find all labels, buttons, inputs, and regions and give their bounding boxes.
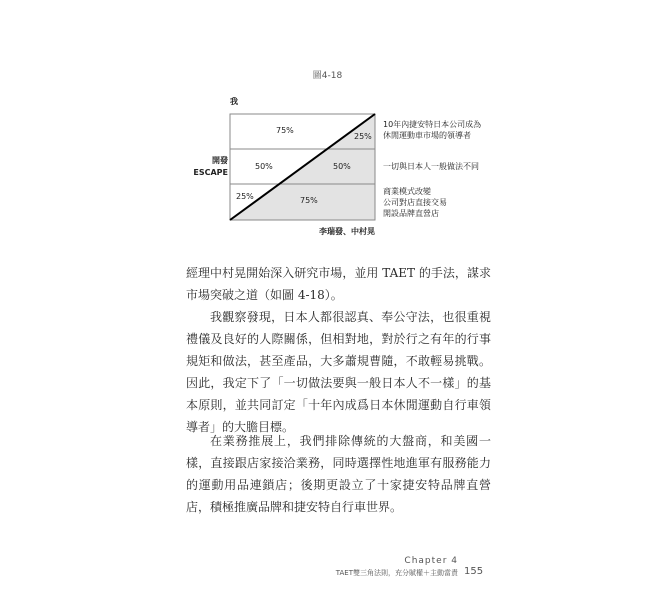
row3-note-line3: 開設品牌直營店 — [383, 209, 439, 218]
row1-note-line2: 休閒運動車市場的領導者 — [383, 131, 471, 140]
row1-note-line1: 10年內捷安特日本公司成為 — [383, 120, 482, 129]
figure-top-label: 我 — [230, 97, 238, 106]
figure-left-label-line1: 開發 — [212, 156, 228, 165]
figure-caption: 圖4-18 — [312, 71, 343, 81]
footer-chapter: Chapter 4 — [404, 556, 458, 566]
figure-left-label-line2: ESCAPE — [193, 168, 228, 177]
row3-left-percent: 25% — [236, 192, 254, 201]
figure-bottom-label: 李瑞發、中村晃 — [319, 227, 375, 236]
row3-note-line1: 商業模式改變 — [383, 187, 431, 196]
row2-left-percent: 50% — [255, 162, 273, 171]
page-number: 155 — [464, 566, 484, 577]
row3-note-line2: 公司對店直接交易 — [383, 198, 447, 207]
paragraph-2: 我觀察發現，日本人都很認真、奉公守法，也很重視禮儀及良好的人際關係，但相對地，對於行之有年的行事規矩和做法，甚至產品，大多蕭規曹隨，不敢輕易挑戰。因此，我定下了「一切做法要與一般日本人不一樣」的基本原則，並共同訂定「十年內成爲日本休閒運動自行車領導者」的大膽目標。 — [186, 310, 491, 434]
row3-right-percent: 75% — [300, 196, 318, 205]
row1-left-percent: 75% — [276, 126, 294, 135]
paragraph-3: 在業務推展上，我們排除傳統的大盤商，和美國一樣，直接跟店家接洽業務，同時選擇性地進軍有服務能力的運動用品連鎖店；後期更設立了十家捷安特品牌直營店，積極推廣品牌和捷安特自行車世界。 — [186, 434, 491, 514]
row1-right-percent: 25% — [354, 132, 372, 141]
row2-right-percent: 50% — [333, 162, 351, 171]
footer-subtitle: TAET雙三角法則，充分賦權＋主動當責 — [335, 569, 458, 577]
row2-note-line1: 一切與日本人一般做法不同 — [383, 162, 479, 171]
paragraph-1: 經理中村晃開始深入研究市場，並用 TAET 的手法，謀求市場突破之道（如圖 4-18）。 — [186, 266, 491, 302]
